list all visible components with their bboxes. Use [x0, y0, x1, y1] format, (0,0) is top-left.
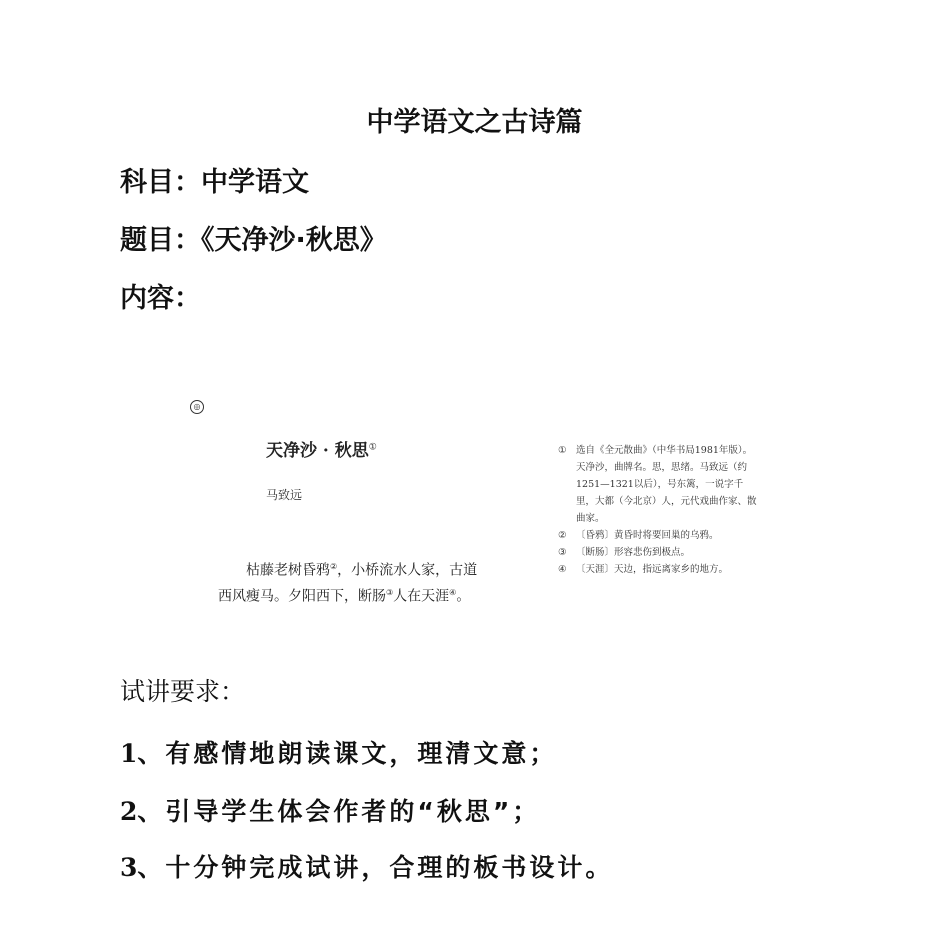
footnote: [558, 544, 758, 561]
footnote-text: 选自《全元散曲》（中华书局1981年版）。天净沙，曲牌名。思，思绪。马致远（约1251—1321以后），号东篱，一说字千里，大都（今北京）人，元代戏曲作家、散曲家。: [576, 445, 757, 524]
poem-line-2-b: 人在天涯: [393, 588, 450, 605]
poem-title-text: 天净沙 · 秋思: [266, 441, 369, 461]
poem-line-1-b: ，小桥流水人家，古道: [337, 562, 478, 579]
topic-line: 题目：《天净沙·秋思》: [120, 225, 387, 256]
footnotes: [558, 442, 758, 578]
requirement-number: 3: [120, 853, 138, 882]
poem-author: 马致远: [266, 488, 303, 502]
poem-body: [218, 556, 518, 607]
requirement-text: 、引导学生体会作者的“秋思”；: [137, 797, 541, 826]
footnote-text: 〔断肠〕形容悲伤到极点。: [576, 547, 691, 558]
requirement-item: [120, 792, 540, 828]
footnote-number: ③: [558, 547, 567, 558]
poem-line-2: [218, 582, 518, 608]
poem-line-2-note-2: ④: [449, 587, 457, 597]
requirement-text: 、十分钟完成试讲，合理的板书设计。: [137, 853, 614, 882]
poem-title: [266, 436, 377, 461]
poem-line-2-a: 西风瘦马。夕阳西下，断肠: [218, 588, 386, 605]
poem-line-2-end: 。: [456, 588, 471, 605]
requirement-text: 、有感情地朗读课文，理清文意；: [137, 739, 558, 768]
requirement-number: 1: [120, 739, 138, 768]
content-label: 内容：: [120, 283, 201, 314]
poem-title-note: ①: [368, 442, 377, 453]
requirement-number: 2: [120, 797, 138, 826]
circle-mark-icon: ◎: [190, 400, 204, 414]
footnote-number: ②: [558, 530, 567, 541]
footnote-number: ④: [558, 564, 567, 575]
poem-line-1-a: 枯藤老树昏鸦: [246, 562, 330, 579]
textbook-scan: [180, 390, 780, 620]
poem-line-1: [218, 556, 518, 582]
requirement-item: [120, 734, 557, 770]
poem-line-2-note-1: ③: [386, 587, 394, 597]
poem-line-1-note: ②: [330, 562, 338, 571]
footnote-text: 〔天涯〕天边，指远离家乡的地方。: [576, 564, 729, 575]
footnote: [558, 442, 758, 527]
footnote: [558, 561, 758, 578]
requirements-heading: 试讲要求：: [120, 677, 246, 706]
subject-line: 科目：中学语文: [120, 167, 309, 198]
footnote-text: 〔昏鸦〕黄昏时将要回巢的乌鸦。: [576, 530, 719, 541]
footnote-number: ①: [558, 445, 567, 456]
footnote: [558, 527, 758, 544]
requirement-item: [120, 848, 613, 884]
document-title: 中学语文之古诗篇: [366, 107, 583, 138]
